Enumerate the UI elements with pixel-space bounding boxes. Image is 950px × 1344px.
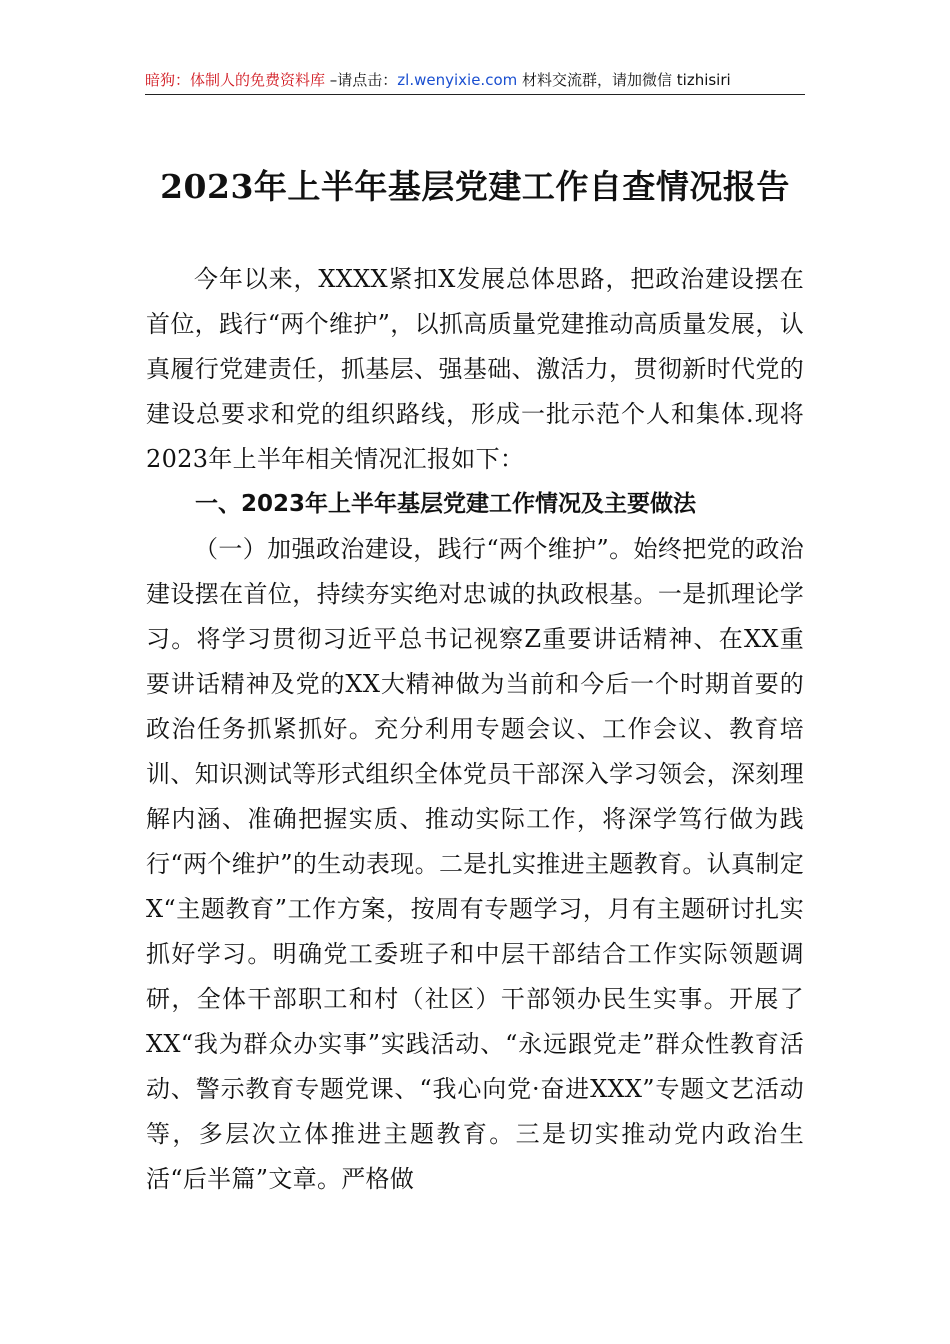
body-paragraph: （一）加强政治建设，践行“两个维护”。始终把党的政治建设摆在首位，持续夯实绝对忠诚的执政根基。一是抓理论学习。将学习贯彻习近平总书记视察Z重要讲话精神、在XX重要讲话精神及党的XX大精神做为当前和今后一个时期首要的政治任务抓紧抓好。充分利用专题会议、工作会议、教育培训、知识测试等形式组织全体党员干部深入学习领会，深刻理解内涵、准确把握实质、推动实际工作，将深学笃行做为践行“两个维护”的生动表现。二是扎实推进主题教育。认真制定X“主题教育”工作方案，按周有专题学习，月有主题研讨扎实抓好学习。明确党工委班子和中层干部结合工作实际领题调研，全体干部职工和村（社区）干部领办民生实事。开展了XX“我为群众办实事”实践活动、“永远跟党走”群众性教育活动、警示教育专题党课、“我心向党·奋进XXX”专题文艺活动等，多层次立体推进主题教育。三是切实推动党内政治生活“后半篇”文章。严格做 bbox=[146, 535, 804, 1193]
header-site-name: 暗狗：体制人的免费资料库 bbox=[145, 71, 326, 89]
header-site-link[interactable]: zl.wenyixie.com bbox=[397, 71, 518, 89]
section-heading: 一、2023年上半年基层党建工作情况及主要做法 bbox=[195, 491, 697, 517]
document-title: 2023年上半年基层党建工作自查情况报告 bbox=[160, 167, 790, 206]
intro-paragraph: 今年以来，XXXX紧扣X发展总体思路，把政治建设摆在首位，践行“两个维护”，以抓高质量党建推动高质量发展，认真履行党建责任，抓基层、强基础、激活力，贯彻新时代党的建设总要求和党的组织路线，形成一批示范个人和集体.现将2023年上半年相关情况汇报如下： bbox=[146, 265, 804, 473]
header-wechat-note: 材料交流群，请加微信 tizhisiri bbox=[517, 71, 731, 89]
header-click-prompt: –请点击： bbox=[325, 71, 398, 89]
page-header-banner bbox=[145, 66, 805, 95]
